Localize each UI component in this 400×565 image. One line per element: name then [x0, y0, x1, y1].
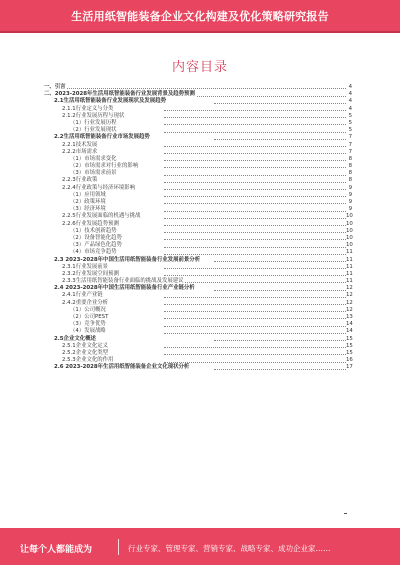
toc-entry-text: （1）公司概况 [70, 306, 106, 313]
toc-entry-page: 13 [346, 314, 353, 320]
toc-title: 内容目录 [171, 60, 228, 75]
toc-entry-page: 8 [348, 177, 352, 184]
toc-entry[interactable] [44, 292, 352, 299]
toc-entry-page: 12 [346, 306, 353, 313]
toc-entry[interactable] [44, 343, 352, 350]
toc-entry-page: 12 [346, 299, 353, 306]
toc-entry-page: 11 [346, 278, 353, 285]
toc-leader-dots [164, 318, 346, 319]
toc-entry-text: （2）政策环境 [70, 199, 106, 205]
toc-entry-page: 14 [346, 321, 353, 328]
toc-entry-text: 2.3.2行业发展空间预测 [62, 270, 119, 277]
toc-entry-text: （4）发展战略 [70, 328, 106, 335]
toc-entry-page: 16 [346, 357, 353, 364]
toc-entry-text: 2.2.5行业发展面临的机遇与挑战 [62, 213, 141, 220]
toc-entry-page: 8 [348, 155, 352, 162]
toc-entry-text: （1）市场需求变化 [70, 155, 117, 162]
toc-entry-page: 15 [346, 349, 353, 356]
toc-entry-text: 2.1生活用纸智能装备行业发展现状及发展趋势 [54, 98, 166, 105]
toc-leader-dots [58, 88, 346, 89]
toc-entry-page: 11 [346, 256, 353, 263]
toc-leader-dots [164, 203, 346, 204]
toc-entry-page: 7 [348, 141, 352, 148]
toc-entry-page: 5 [348, 127, 352, 134]
toc-entry-text: （1）行业发展历程 [70, 119, 117, 126]
toc-entry-page: 8 [348, 170, 352, 177]
toc-entry[interactable] [44, 192, 352, 199]
footer-banner [0, 528, 400, 565]
toc-entry-page: 11 [346, 270, 353, 277]
toc-leader-dots [164, 362, 346, 363]
toc-entry-page: 10 [346, 213, 353, 220]
toc-entry-page: 11 [346, 263, 353, 270]
toc-entry-text: 2.2.1技术发展 [62, 141, 98, 148]
toc-entry-text: （3）产品绿色化趋势 [70, 242, 122, 249]
toc-leader-dots [164, 160, 346, 161]
toc-entry-text: 2.5.3企业文化的作用 [62, 357, 114, 364]
toc-entry-text: 2.4.2重要企业分析 [62, 299, 109, 306]
toc-entry[interactable] [44, 336, 352, 343]
toc-entry-text: （3）市场需求前景 [70, 170, 117, 177]
toc-leader-dots [164, 297, 346, 298]
toc-entry[interactable] [44, 221, 352, 228]
toc-entry-page: 10 [346, 220, 353, 227]
toc-entry-page: 15 [346, 342, 353, 349]
toc-leader-dots [164, 182, 346, 183]
toc-entry-page: 9 [348, 191, 352, 198]
toc-entry-page: 4 [348, 98, 352, 105]
toc-entry-page: 10 [346, 227, 353, 234]
toc-entry[interactable] [44, 106, 352, 113]
toc-entry[interactable] [44, 98, 352, 105]
toc-leader-dots [164, 247, 346, 248]
toc-leader-dots [164, 146, 346, 147]
toc-leader-dots [164, 232, 346, 233]
toc-leader-dots [164, 347, 346, 348]
toc-entry-page: 8 [348, 163, 352, 170]
toc-entry[interactable] [44, 213, 352, 220]
toc-entry-page: 9 [348, 199, 352, 205]
page-marker [344, 513, 347, 514]
toc-entry-text: 2.2.4行业政策与经济环境影响 [62, 184, 136, 191]
toc-entry-text: 2.3 2023-2028年中国生活用纸智能装备行业发展前景分析 [54, 256, 201, 263]
toc-entry[interactable] [44, 364, 352, 371]
table-of-contents [44, 84, 352, 372]
toc-entry-text: （2）设备智能化趋势 [70, 234, 122, 241]
toc-leader-dots [164, 254, 346, 255]
toc-leader-dots [164, 333, 346, 334]
toc-entry[interactable] [44, 177, 352, 184]
toc-leader-dots [214, 290, 346, 291]
toc-entry-text: 2.1.2行业发展历程与现状 [62, 112, 125, 119]
toc-entry-text: （1）技术创新趋势 [70, 227, 117, 234]
toc-leader-dots [164, 117, 346, 118]
footer-tagline: 行业专家、管理专家、营销专家、战略专家、成功企业家…… [128, 544, 331, 553]
toc-entry-text: （3）经济环境 [70, 206, 106, 213]
toc-entry-page: 14 [346, 328, 353, 335]
toc-leader-dots [164, 282, 346, 283]
toc-leader-dots [164, 311, 346, 312]
footer-divider [118, 539, 119, 555]
toc-entry-text: 2.1.1行业定义与分类 [62, 105, 114, 112]
toc-entry[interactable] [44, 156, 352, 163]
toc-entry[interactable] [44, 271, 352, 278]
toc-entry-text: 2.5企业文化概述 [54, 335, 96, 342]
toc-entry-page: 5 [348, 119, 352, 126]
toc-leader-dots [164, 110, 346, 111]
footer-slogan: 让每个人都能成为 [20, 545, 93, 555]
toc-leader-dots [164, 239, 346, 240]
toc-entry-page: 17 [346, 364, 353, 371]
toc-leader-dots [214, 139, 346, 140]
toc-entry-page: 4 [348, 84, 352, 90]
toc-entry-text: 2.2生活用纸智能装备行业市场发展趋势 [54, 134, 150, 141]
toc-entry-text: 2.2.2市场需求 [62, 148, 98, 155]
toc-entry-page: 10 [346, 242, 353, 249]
toc-entry-text: 二、2023-2028年生活用纸智能装备行业发展背景及趋势预测 [44, 91, 195, 98]
toc-leader-dots [164, 124, 346, 125]
toc-leader-dots [164, 218, 346, 219]
toc-entry[interactable] [44, 249, 352, 256]
toc-leader-dots [214, 103, 346, 104]
toc-leader-dots [164, 354, 346, 355]
toc-entry-page: 4 [348, 91, 352, 98]
toc-entry[interactable] [44, 134, 352, 141]
toc-entry-text: 2.5.2企业文化类型 [62, 349, 109, 356]
toc-entry-text: （3）竞争优势 [70, 321, 106, 328]
toc-leader-dots [164, 167, 346, 168]
toc-entry-text: 2.2.3行业政策 [62, 177, 98, 184]
toc-entry-page: 7 [348, 148, 352, 155]
toc-leader-dots [164, 304, 346, 305]
toc-entry[interactable] [44, 257, 352, 264]
toc-entry-page: 4 [348, 105, 352, 112]
toc-leader-dots [164, 326, 346, 327]
toc-leader-dots [164, 211, 346, 212]
toc-entry-text: （2）市场需求对行业的影响 [70, 163, 139, 170]
toc-entry[interactable] [44, 228, 352, 235]
toc-entry-page: 7 [348, 134, 352, 141]
toc-leader-dots [164, 189, 346, 190]
toc-entry[interactable] [44, 185, 352, 192]
toc-leader-dots [164, 175, 346, 176]
toc-entry-page: 12 [346, 285, 353, 292]
toc-leader-dots [164, 268, 346, 269]
toc-leader-dots [164, 132, 346, 133]
toc-entry-page: 11 [346, 249, 353, 256]
toc-leader-dots [164, 225, 346, 226]
toc-entry-page: 9 [348, 206, 352, 213]
toc-entry-text: 2.6 2023-2028年生活用纸智能装备企业文化现状分析 [54, 364, 190, 371]
toc-entry-text: 2.5.1企业文化定义 [62, 342, 109, 349]
toc-entry-text: （4）市场竞争趋势 [70, 249, 117, 256]
toc-entry[interactable] [44, 307, 352, 314]
toc-entry-text: 2.4.1行业产业链 [62, 292, 103, 299]
toc-leader-dots [164, 196, 346, 197]
toc-entry-text: 2.3.3生活用纸智能装备行业面临的挑战及发展建议 [62, 278, 184, 285]
toc-entry-text: （2）公司PEST [70, 314, 109, 320]
toc-leader-dots [214, 261, 346, 262]
header-banner [0, 0, 400, 33]
toc-entry-page: 5 [348, 112, 352, 119]
toc-entry[interactable] [44, 149, 352, 156]
toc-entry-text: 2.2.6行业发展趋势预测 [62, 220, 119, 227]
toc-entry[interactable] [44, 328, 352, 335]
toc-leader-dots [214, 340, 346, 341]
toc-entry-text: 一、引言 [44, 84, 66, 90]
toc-entry[interactable] [44, 264, 352, 271]
toc-entry-page: 15 [346, 335, 353, 342]
report-title: 生活用纸智能装备企业文化构建及优化策略研究报告 [71, 10, 329, 23]
toc-leader-dots [164, 153, 346, 154]
toc-entry-text: （2）行业发展现状 [70, 127, 117, 134]
toc-entry-text: 2.3.1行业发展前景 [62, 263, 109, 270]
toc-entry-text: （1）应用领域 [70, 191, 106, 198]
toc-entry[interactable] [44, 113, 352, 120]
toc-entry[interactable] [44, 142, 352, 149]
toc-entry-page: 10 [346, 234, 353, 241]
toc-leader-dots [164, 275, 346, 276]
toc-entry-page: 9 [348, 184, 352, 191]
toc-entry[interactable] [44, 300, 352, 307]
toc-leader-dots [214, 369, 346, 370]
toc-entry-page: 12 [346, 292, 353, 299]
toc-entry-text: 2.4 2023-2028年中国生活用纸智能装备行业产业链分析 [54, 285, 195, 292]
